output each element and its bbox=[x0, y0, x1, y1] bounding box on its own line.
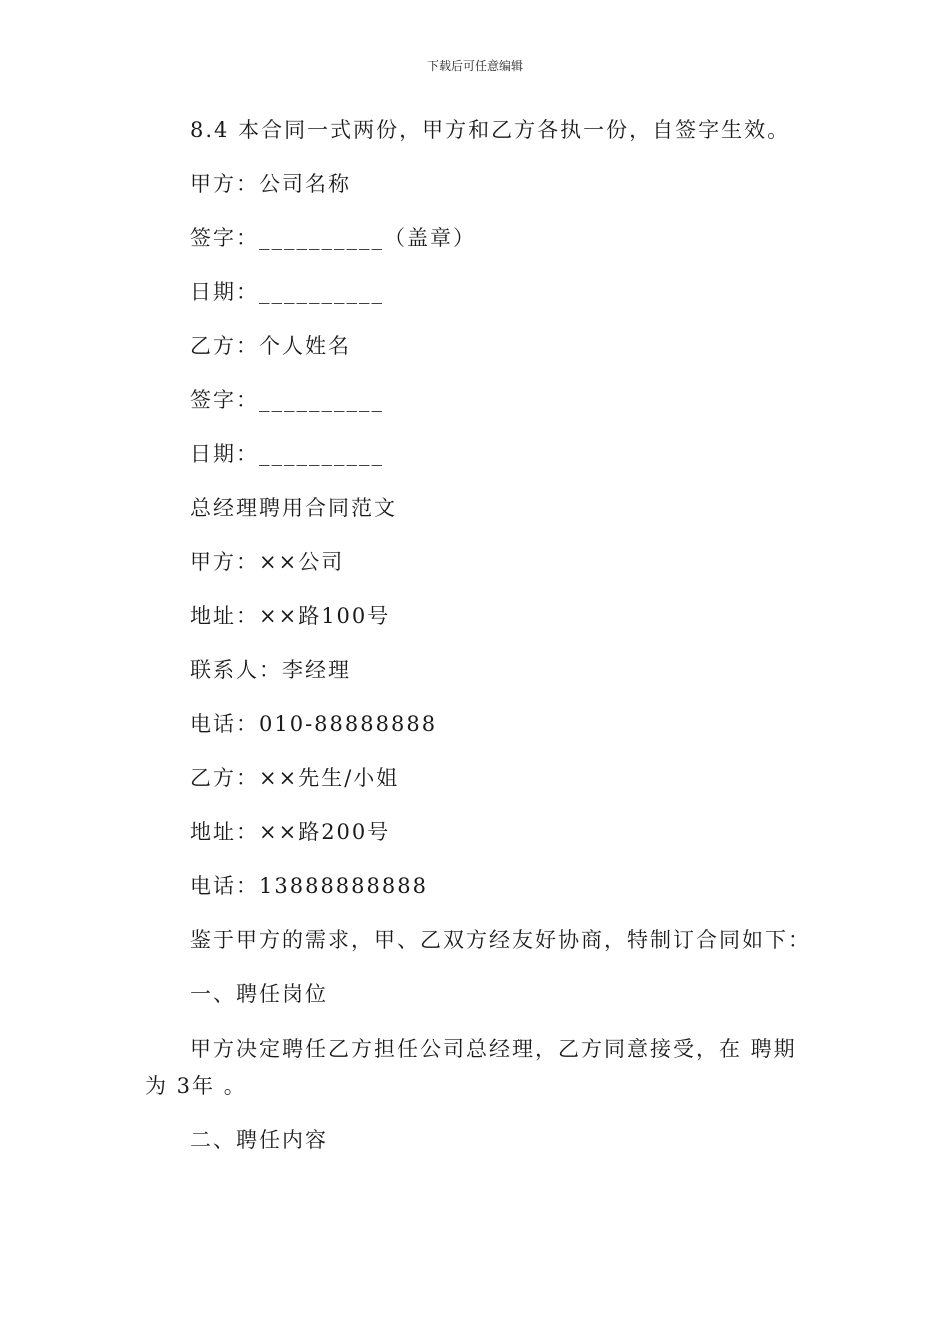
employer-name: 甲方：××公司 bbox=[190, 550, 345, 574]
contract-title: 总经理聘用合同范文 bbox=[190, 496, 397, 520]
party-a-signature: 签字：__________（盖章） bbox=[190, 226, 476, 250]
clause-8-4: 8.4 本合同一式两份，甲方和乙方各执一份，自签字生效。 bbox=[190, 118, 791, 142]
party-b-name: 乙方：个人姓名 bbox=[190, 334, 351, 358]
preamble: 鉴于甲方的需求，甲、乙双方经友好协商，特制订合同如下： bbox=[190, 928, 811, 952]
employee-name: 乙方：××先生/小姐 bbox=[190, 766, 400, 790]
party-a-date: 日期：__________ bbox=[190, 280, 384, 304]
employer-phone: 电话：010-88888888 bbox=[190, 712, 438, 736]
party-a-name: 甲方：公司名称 bbox=[190, 172, 351, 196]
party-b-signature: 签字：__________ bbox=[190, 388, 384, 412]
employer-address: 地址：××路100号 bbox=[190, 604, 391, 628]
party-b-date: 日期：__________ bbox=[190, 442, 384, 466]
section-1-heading: 一、聘任岗位 bbox=[190, 982, 328, 1006]
section-2-heading: 二、聘任内容 bbox=[190, 1128, 328, 1152]
employer-contact: 联系人：李经理 bbox=[190, 658, 351, 682]
page-header-note: 下载后可任意编辑 bbox=[426, 59, 523, 73]
employee-address: 地址：××路200号 bbox=[190, 820, 391, 844]
section-1-paragraph: 甲方决定聘任乙方担任公司总经理，乙方同意接受，在 聘期为 3年 。 bbox=[145, 1037, 797, 1098]
employee-phone: 电话：13888888888 bbox=[190, 874, 428, 898]
